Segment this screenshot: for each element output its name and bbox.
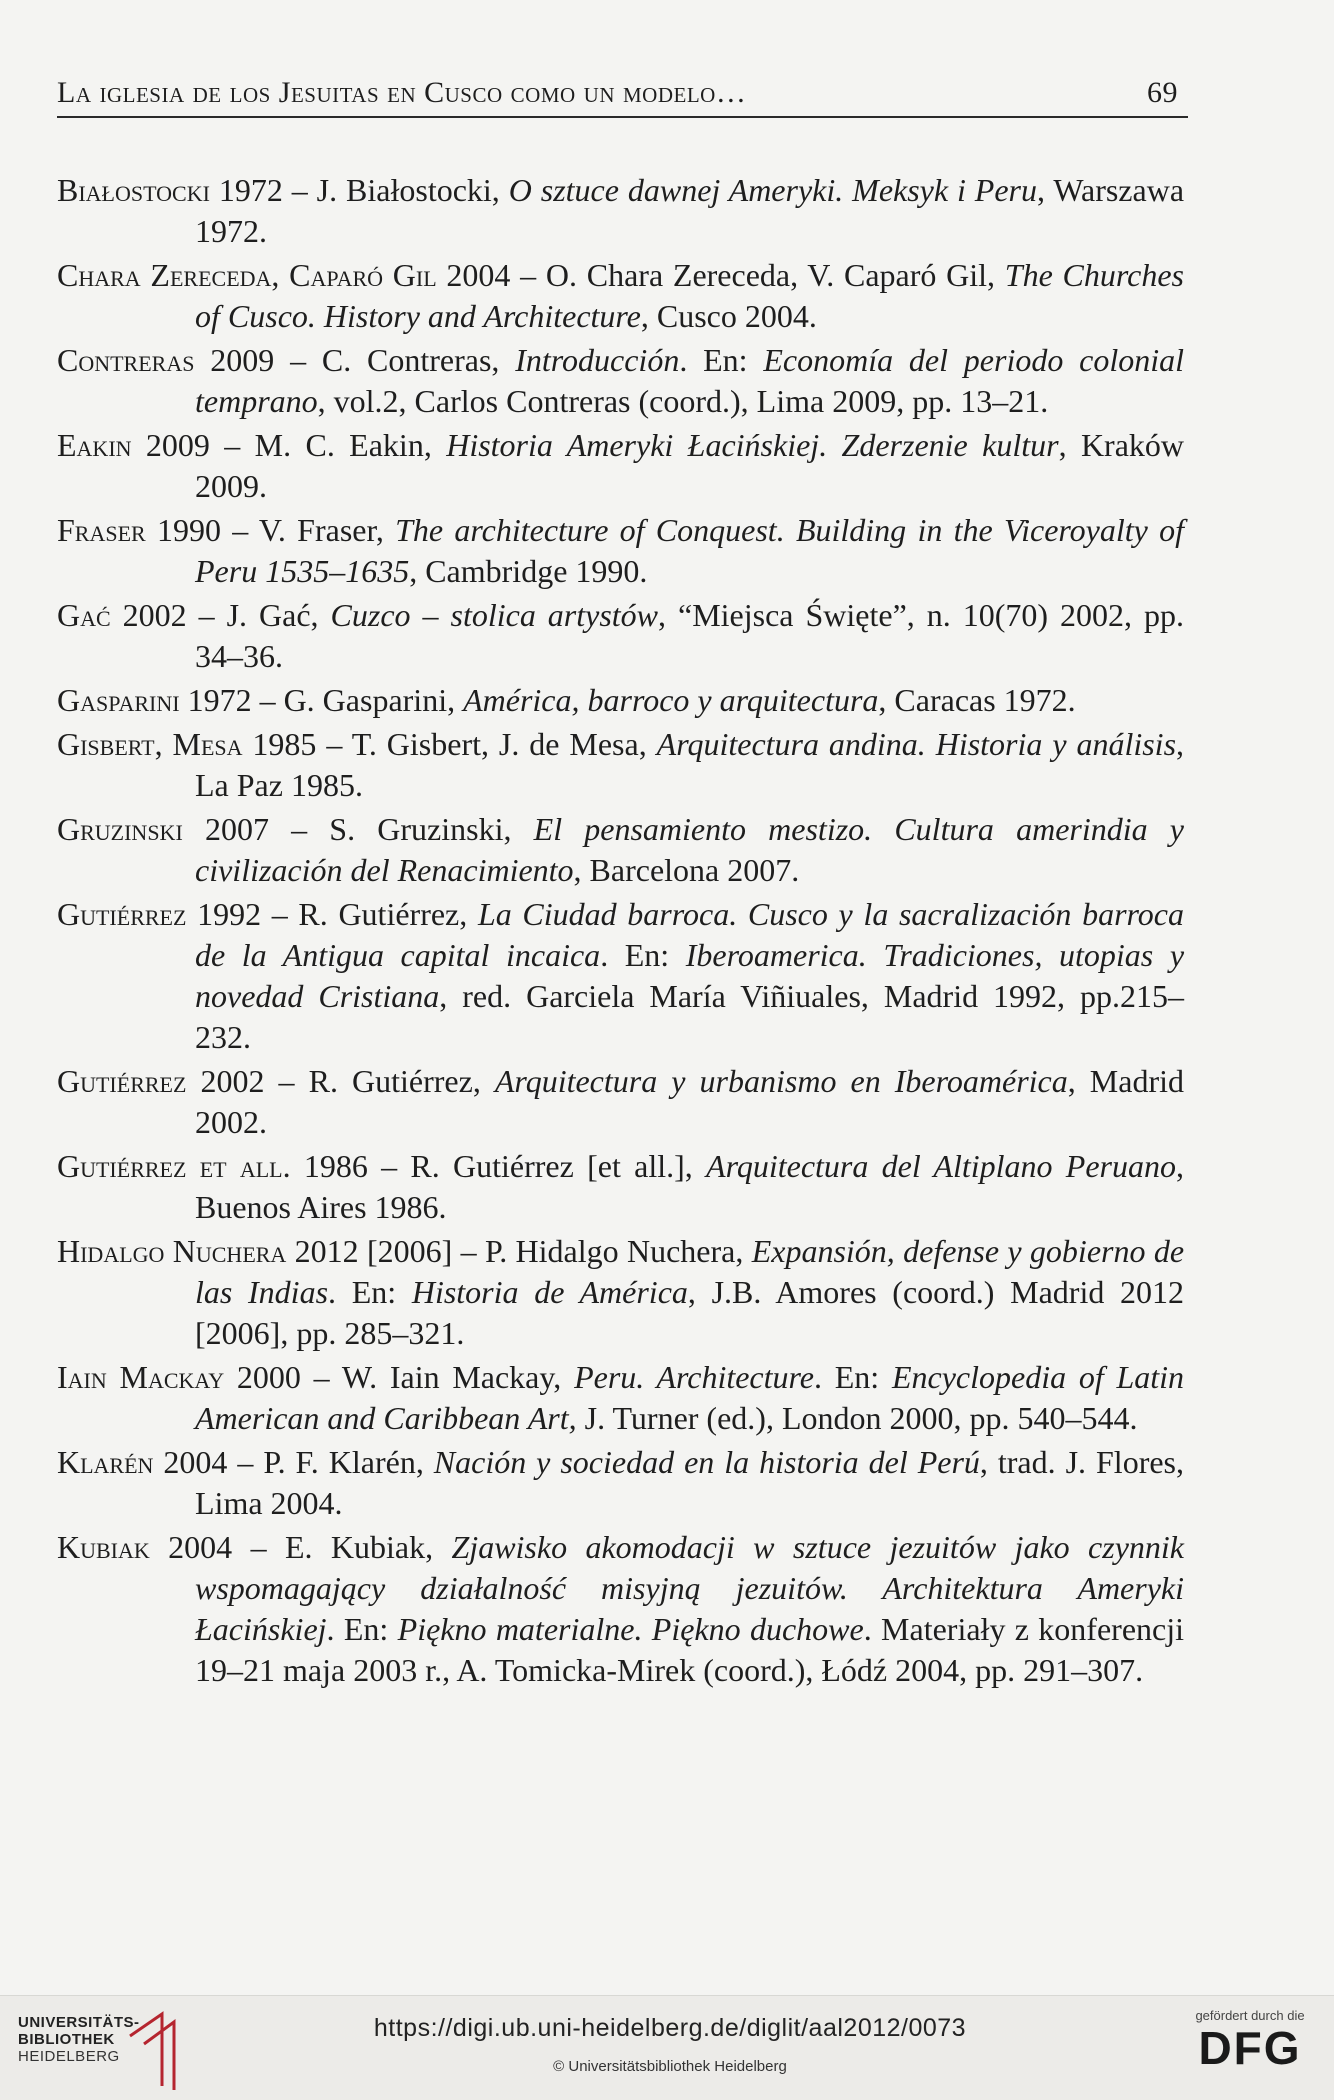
reference-entry bbox=[57, 809, 1184, 891]
reference-author: Gutiérrez bbox=[57, 896, 187, 932]
reference-text: , Barcelona 2007. bbox=[573, 852, 800, 888]
reference-title: O sztuce dawnej Ameryki. Meksyk i Peru bbox=[508, 172, 1038, 208]
page-number: 69 bbox=[1147, 76, 1178, 109]
running-title: La iglesia de los Jesuitas en Cusco como un modelo… bbox=[57, 76, 747, 109]
reference-author: Fraser bbox=[57, 512, 146, 548]
library-name-line3: HEIDELBERG bbox=[18, 2048, 120, 2065]
reference-text: 1986 – R. Gutiérrez [et all.], bbox=[290, 1148, 707, 1184]
reference-title: Expansión, defense y gobierno de las Indias bbox=[195, 1233, 1185, 1310]
reference-text: , “Miejsca Święte”, n. 10(70) 2002, pp. 34–36. bbox=[195, 597, 1185, 674]
reference-author: Contreras bbox=[57, 342, 195, 378]
reference-text: . En: bbox=[679, 342, 764, 378]
bibliography-list bbox=[57, 170, 1184, 1694]
reference-text: 2009 – C. Contreras, bbox=[194, 342, 516, 378]
library-mark-icon bbox=[122, 2006, 182, 2092]
reference-entry bbox=[57, 1146, 1184, 1228]
reference-entry bbox=[57, 1231, 1184, 1354]
library-name-line2: BIBLIOTHEK bbox=[18, 2031, 115, 2048]
reference-text: , Madrid 2002. bbox=[195, 1063, 1185, 1140]
reference-text: 2002 – R. Gutiérrez, bbox=[186, 1063, 495, 1099]
running-header bbox=[57, 74, 1188, 118]
reference-title: Arquitectura del Altiplano Peruano bbox=[706, 1148, 1177, 1184]
reference-title: Cuzco – stolica artystów bbox=[330, 597, 659, 633]
reference-text: , Cusco 2004. bbox=[640, 298, 817, 334]
reference-text: , Kraków 2009. bbox=[195, 427, 1185, 504]
reference-entry bbox=[57, 510, 1184, 592]
reference-author: Klarén bbox=[57, 1444, 154, 1480]
reference-author: Chara Zereceda, Caparó Gil bbox=[57, 257, 437, 293]
reference-title: América, barroco y arquitectura bbox=[463, 682, 879, 718]
reference-author: Iain Mackay bbox=[57, 1359, 225, 1395]
reference-text: 1990 – V. Fraser, bbox=[145, 512, 396, 548]
reference-entry bbox=[57, 1061, 1184, 1143]
reference-author: Kubiak bbox=[57, 1529, 150, 1565]
reference-text: 2000 – W. Iain Mackay, bbox=[224, 1359, 575, 1395]
reference-text: 2012 [2006] – P. Hidalgo Nuchera, bbox=[286, 1233, 752, 1269]
reference-title: Economía del periodo colonial temprano bbox=[195, 342, 1184, 419]
reference-text: . En: bbox=[814, 1359, 892, 1395]
reference-text: . En: bbox=[326, 1611, 398, 1647]
reference-entry bbox=[57, 894, 1184, 1058]
reference-text: . Materiały z konferencji 19–21 maja 2003 r., A. Tomicka-Mirek (coord.), Łódź 2004, pp. 291–307. bbox=[195, 1611, 1185, 1688]
reference-text: . En: bbox=[600, 937, 686, 973]
viewer-footer bbox=[0, 1995, 1334, 2100]
library-name-line1: UNIVERSITÄTS- bbox=[18, 2014, 140, 2031]
reference-title: Historia Ameryki Łacińskiej. Zderzenie kultur bbox=[446, 427, 1059, 463]
reference-author: Gutiérrez bbox=[57, 1063, 187, 1099]
reference-text: 2009 – M. C. Eakin, bbox=[131, 427, 447, 463]
permalink-link[interactable]: https://digi.ub.uni-heidelberg.de/diglit/aal2012/0073 bbox=[373, 2014, 967, 2042]
reference-author: Gisbert, Mesa bbox=[57, 726, 243, 762]
reference-entry bbox=[57, 255, 1184, 337]
reference-text: , Caracas 1972. bbox=[878, 682, 1076, 718]
reference-author: Gać bbox=[57, 597, 111, 633]
reference-author: Eakin bbox=[57, 427, 132, 463]
reference-title: Historia de América bbox=[411, 1274, 688, 1310]
reference-title: The architecture of Conquest. Building in the Viceroyalty of Peru 1535–1635 bbox=[195, 512, 1185, 589]
reference-entry bbox=[57, 1442, 1184, 1524]
reference-title: Piękno materialne. Piękno duchowe bbox=[397, 1611, 864, 1647]
funder-logo-text: DFG bbox=[1198, 2022, 1302, 2074]
reference-text: , J.B. Amores (coord.) Madrid 2012 [2006], pp. 285–321. bbox=[195, 1274, 1185, 1351]
reference-author: Gasparini bbox=[57, 682, 180, 718]
reference-text: 1972 – G. Gasparini, bbox=[179, 682, 464, 718]
reference-title: Arquitectura andina. Historia y análisis bbox=[656, 726, 1177, 762]
reference-text: 1972 – J. Białostocki, bbox=[209, 172, 509, 208]
reference-title: Nación y sociedad en la historia del Perú bbox=[433, 1444, 980, 1480]
reference-text: , trad. J. Flores, Lima 2004. bbox=[195, 1444, 1185, 1521]
reference-entry bbox=[57, 1357, 1184, 1439]
reference-text: 1985 – T. Gisbert, J. de Mesa, bbox=[242, 726, 657, 762]
reference-title: La Ciudad barroca. Cusco y la sacralización barroca de la Antigua capital incaica bbox=[195, 896, 1185, 973]
copyright-notice: © Universitätsbibliothek Heidelberg bbox=[553, 2058, 787, 2075]
reference-entry bbox=[57, 680, 1184, 721]
reference-entry bbox=[57, 340, 1184, 422]
reference-text: 2002 – J. Gać, bbox=[110, 597, 331, 633]
reference-text: J. Turner (ed.), London 2000, pp. 540–544. bbox=[576, 1400, 1138, 1436]
reference-text: , La Paz 1985. bbox=[195, 726, 1185, 803]
reference-title: Peru. Architecture bbox=[574, 1359, 814, 1395]
reference-text: 2004 – P. F. Klarén, bbox=[153, 1444, 434, 1480]
reference-title: The Churches of Cusco. History and Architecture bbox=[195, 257, 1185, 334]
reference-text: 2004 – E. Kubiak, bbox=[149, 1529, 452, 1565]
reference-entry bbox=[57, 425, 1184, 507]
reference-title: Arquitectura y urbanismo en Iberoamérica bbox=[494, 1063, 1068, 1099]
reference-title: Encyclopedia of Latin American and Caribbean Art, bbox=[195, 1359, 1185, 1436]
reference-title: Zjawisko akomodacji w sztuce jezuitów jako czynnik wspomagający działalność misyjną jezuitów. Architektura Ameryki Łacińskiej bbox=[195, 1529, 1185, 1647]
reference-entry bbox=[57, 595, 1184, 677]
reference-author: Białostocki bbox=[57, 172, 210, 208]
reference-author: Gruzinski bbox=[57, 811, 183, 847]
reference-text: , Warszawa 1972. bbox=[195, 172, 1185, 249]
reference-entry bbox=[57, 170, 1184, 252]
reference-entry bbox=[57, 724, 1184, 806]
reference-text: , vol.2, Carlos Contreras (coord.), Lima 2009, pp. 13–21. bbox=[317, 383, 1049, 419]
reference-text: 1992 – R. Gutiérrez, bbox=[186, 896, 478, 932]
reference-title: Iberoamerica. Tradiciones, utopias y novedad Cristiana bbox=[195, 937, 1185, 1014]
reference-title: Introducción bbox=[515, 342, 680, 378]
funder-note: gefördert durch die bbox=[1195, 2008, 1305, 2023]
reference-text: , Cambridge 1990. bbox=[409, 553, 648, 589]
reference-text: , Buenos Aires 1986. bbox=[195, 1148, 1185, 1225]
reference-entry bbox=[57, 1527, 1184, 1691]
reference-author: Gutiérrez et all. bbox=[57, 1148, 291, 1184]
reference-author: Hidalgo Nuchera bbox=[57, 1233, 287, 1269]
reference-text: , red. Garciela María Viñiuales, Madrid 1992, pp.215–232. bbox=[195, 978, 1185, 1055]
dfg-logo[interactable] bbox=[1180, 2008, 1320, 2073]
reference-title: El pensamiento mestizo. Cultura amerindia y civilización del Renacimiento bbox=[195, 811, 1185, 888]
reference-text: 2004 – O. Chara Zereceda, V. Caparó Gil, bbox=[436, 257, 1005, 293]
reference-text: 2007 – S. Gruzinski, bbox=[182, 811, 534, 847]
reference-text: . En: bbox=[328, 1274, 412, 1310]
